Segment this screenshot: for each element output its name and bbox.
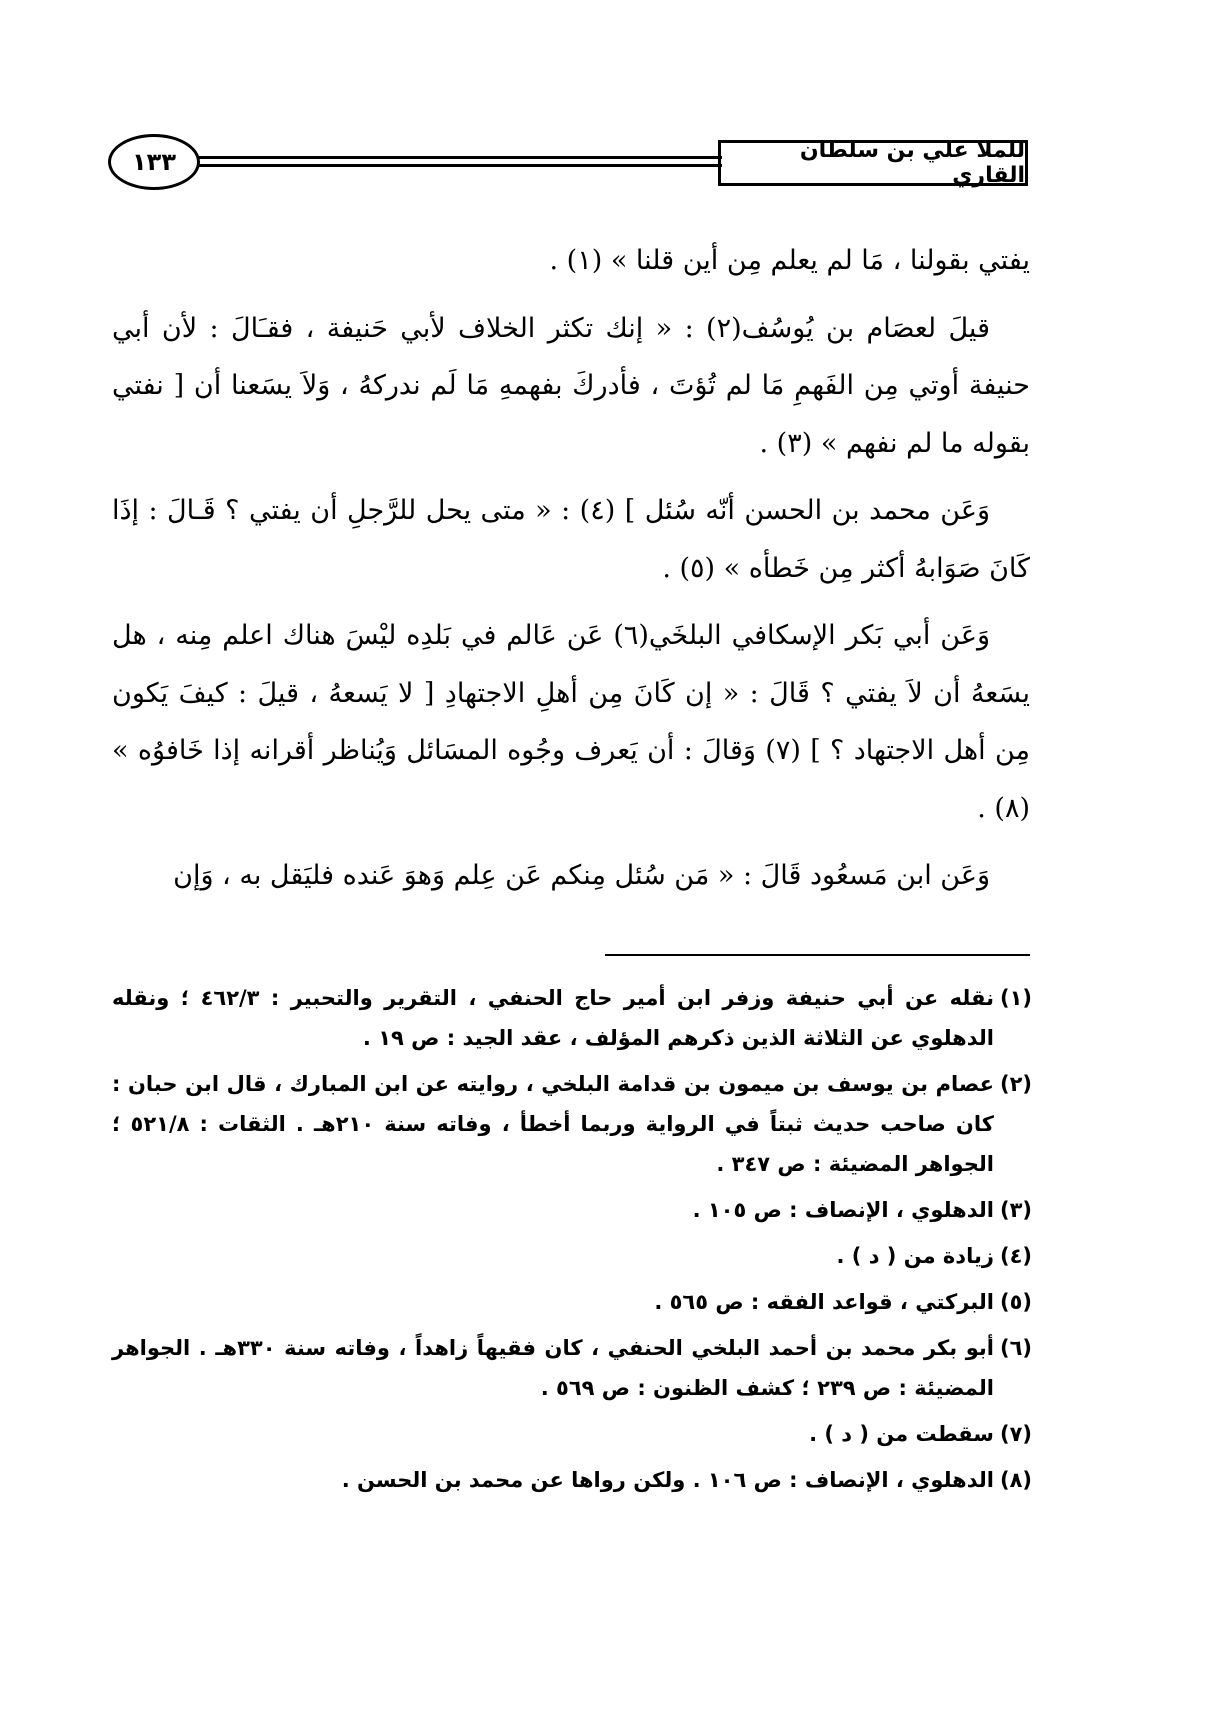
footnote-text: نقله عن أبي حنيفة وزفر ابن أمير حاج الحنفي ، التقرير والتحبير : ٤٦٢/٣ ؛ ونقله الدهلوي عن الثلاثة الذين ذكرهم المؤلف ، عقد الجيد : ص ١٩ . (112, 986, 994, 1050)
running-title: للملا علي بن سلطان القاري (718, 140, 1028, 186)
footnotes (112, 978, 1032, 1500)
paragraph: يفتي بقولنا ، مَا لم يعلم مِن أين قلنا » (١) . (549, 245, 1030, 276)
footnote-number: (٨) (999, 1468, 1032, 1492)
footnote-divider (605, 954, 1030, 956)
footnote-number: (٣) (999, 1198, 1032, 1222)
footnote-text: البركتي ، قواعد الفقه : ص ٥٦٥ . (654, 1290, 994, 1314)
footnote-number: (٦) (999, 1336, 1032, 1360)
footnote-text: الدهلوي ، الإنصاف : ص ١٠٥ . (692, 1198, 994, 1222)
paragraph: وَعَن محمد بن الحسن أنّه سُئل ] (٤) : « متى يحل للرَّجلِ أن يفتي ؟ قَـالَ : إذَا كَانَ صَوَابهُ أكثر مِن خَطأه » (٥) . (112, 495, 1030, 584)
footnote-number: (٧) (999, 1422, 1032, 1446)
paragraph: وَعَن أبي بَكر الإسكافي البلخَي(٦) عَن عَالم في بَلدِه ليْسَ هناك اعلم مِنه ، هل يسَعهُ أن لاَ يفتي ؟ قَالَ : « إن كَانَ مِن أهلِ الاجتهادِ [ لا يَسعهُ ، قيلَ : كيفَ يَكون مِن أهل الاجتهاد ؟ ] (٧) وَقالَ : أن يَعرف وجُوه المسَائل وَيُناظر أقرانه إذا خَافوُه » (٨) . (112, 620, 1031, 824)
main-text (112, 232, 1030, 905)
footnote-number: (٥) (999, 1290, 1032, 1314)
footnote (112, 1460, 1032, 1500)
paragraph: قيلَ لعصَام بن يُوسُف(٢) : « إنك تكثر الخلاف لأبي حَنيفة ، فقـَالَ : لأن أبي حنيفة أوتي مِن الفَهمِ مَا لم تُؤتَ ، فأدركَ بفهمهِ مَا لَم ندركهُ ، وَلاَ يسَعنا أن [ نفتي بقوله ما لم نفهم » (٣) . (112, 312, 1030, 459)
footnote-number: (٤) (999, 1244, 1032, 1268)
footnote (112, 1282, 1032, 1322)
footnote (112, 1414, 1032, 1454)
footnote-text: أبو بكر محمد بن أحمد البلخي الحنفي ، كان فقيهاً زاهداً ، وفاته سنة ٣٣٠هـ . الجواهر المضيئة : ص ٢٣٩ ؛ كشف الظنون : ص ٥٦٩ . (112, 1336, 994, 1400)
paragraph: وَعَن ابن مَسعُود قَالَ : « مَن سُئل مِنكم عَن عِلم وَهوَ عَنده فليَقل به ، وَإن (173, 860, 990, 891)
footnote-number: (٢) (999, 1072, 1032, 1096)
footnote-text: عصام بن يوسف بن ميمون بن قدامة البلخي ، روايته عن ابن المبارك ، قال ابن حبان : كان صاحب حديث ثبتاً في الرواية وربما أخطأ ، وفاته سنة ٢١٠هـ . الثقات : ٥٢١/٨ ؛ الجواهر المضيئة : ص ٣٤٧ . (112, 1072, 994, 1176)
footnote (112, 1328, 1032, 1408)
footnote-number: (١) (999, 986, 1032, 1010)
footnote (112, 1064, 1032, 1184)
header-rule (178, 156, 722, 159)
page-header (108, 132, 1028, 194)
footnote-text: سقطت من ( د ) . (809, 1422, 994, 1446)
footnote (112, 978, 1032, 1058)
footnote-text: زيادة من ( د ) . (836, 1244, 994, 1268)
page-number: ١٣٣ (108, 134, 200, 190)
footnote (112, 1190, 1032, 1230)
header-rule (178, 164, 722, 167)
footnote-text: الدهلوي ، الإنصاف : ص ١٠٦ . ولكن رواها عن محمد بن الحسن . (341, 1468, 994, 1492)
footnote (112, 1236, 1032, 1276)
